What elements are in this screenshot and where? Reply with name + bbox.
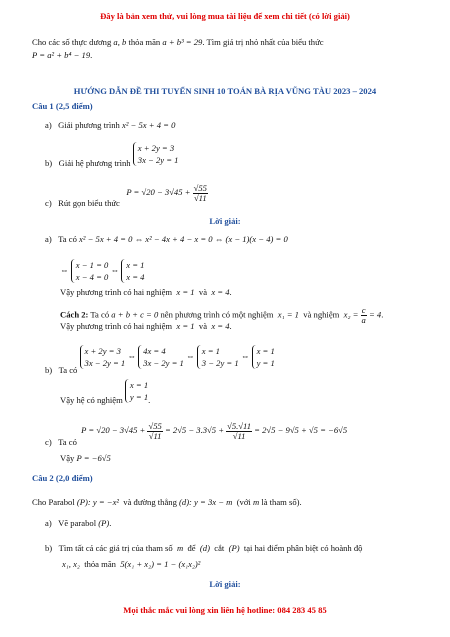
cach2-conclusion: Vậy phương trình có hai nghiệm x = 1 và x = 4. xyxy=(60,321,232,331)
cau1-title: Câu 1 (2,5 điểm) xyxy=(32,101,93,111)
intro-text: Cho các số thực dương xyxy=(32,37,112,47)
section-heading: HƯỚNG DẪN ĐỀ THI TUYỂN SINH 10 TOÁN BÀ RỊA VŨNG TÀU 2023 – 2024 xyxy=(73,86,377,96)
intro-vars: a, b xyxy=(113,37,127,47)
intro-text: . Tìm giá trị nhỏ nhất của biểu thức xyxy=(202,37,324,47)
intro-line2: P = a² + b⁴ − 19. xyxy=(32,50,93,60)
cau2-b-line1: b) Tìm tất cả các giá trị của tham số m để (d) cắt (P) tại hai điểm phân biệt có hoành độ xyxy=(45,543,363,553)
intro-condition: a + b³ = 29 xyxy=(162,37,203,47)
sol1a-conclusion: Vậy phương trình có hai nghiệm x = 1 và x = 4. xyxy=(60,287,232,297)
cau2-title: Câu 2 (2,0 điểm) xyxy=(32,473,93,483)
cau1-a-equation: x² − 5x + 4 = 0 xyxy=(122,120,176,130)
sol1b-system1: x + 2y = 3 3x − 2y = 1 xyxy=(80,345,126,369)
cach2-label: Cách 2: xyxy=(60,309,89,320)
cau2-b-line2: x₁, x₂ thỏa mãn 5(x₁ + x₂) = 1 − (x₁x₂)² xyxy=(62,559,201,569)
sol1a-system2: x = 1 x = 4 xyxy=(121,259,144,283)
sol1b-line: b) Ta có x + 2y = 3 3x − 2y = 1 ⇔ 4x = 4 3x − 2y = 1 ⇔ x = 1 3 − 2y = 1 ⇔ x = 1 y = 1 xyxy=(45,346,275,375)
sol1c-fraction1: $\frac{√55}{√11}$ xyxy=(148,420,162,441)
sol1a-equation: x² − 5x + 4 = 0 ⇔ x² − 4x + 4 − x = 0 ⇔ (x − 1)(x − 4) = 0 xyxy=(79,234,288,244)
cau1-b: b) Giải hệ phương trình x + 2y = 3 3x − 2y = 1 xyxy=(45,143,179,168)
cach2-line: Cách 2: Ta có a + b + c = 0 nên phương trình có một nghiệm x₁ = 1 và nghiệm x₂ = $\frac{c}{a}$ = 4. xyxy=(60,305,384,325)
solution-heading-2: Lời giải: xyxy=(209,579,241,589)
cau1-c: c) Rút gọn biểu thức P = √20 − 3√45 + $\frac{√55}{√11}$ xyxy=(45,182,207,208)
preview-banner: Đây là bản xem thử, vui lòng mua tài liệu để xem chi tiết (có lời giải) xyxy=(100,11,350,21)
cau1-c-expression: P = √20 − 3√45 + xyxy=(126,186,191,197)
cau2-intro: Cho Parabol (P): y = −x² và đường thẳng (d): y = 3x − m (với m là tham số). xyxy=(32,497,302,507)
sol1b-conclusion: Vậy hệ có nghiệm x = 1 y = 1 . xyxy=(60,380,151,405)
sol1c-line: c) Ta có P = √20 − 3√45 + $\frac{√55}{√11}$ = 2√5 − 3.3√5 + $\frac{√5.√11}{√11}$ = 2√5 − 9√5 + √5 = −6√5 xyxy=(45,420,348,447)
cau1-b-system: x + 2y = 3 3x − 2y = 1 xyxy=(133,142,179,166)
hotline-banner: Mọi thắc mắc vui lòng xin liên hệ hotline: 084 283 45 85 xyxy=(123,605,327,615)
cau1-a: a) Giải phương trình x² − 5x + 4 = 0 xyxy=(45,120,176,130)
sol1a-line: a) Ta có x² − 5x + 4 = 0 ⇔ x² − 4x + 4 − x = 0 ⇔ (x − 1)(x − 4) = 0 xyxy=(45,234,288,244)
cach2-fraction: $\frac{c}{a}$ xyxy=(361,305,366,325)
sol1b-system3: x = 1 3 − 2y = 1 xyxy=(197,345,239,369)
sol1c-conclusion: Vậy P = −6√5 xyxy=(60,453,111,463)
sol1c-fraction2: $\frac{√5.√11}{√11}$ xyxy=(227,420,252,441)
sol1a-systems: ⇔ x − 1 = 0 x − 4 = 0 ⇔ x = 1 x = 4 xyxy=(60,260,145,282)
sol1b-system4: x = 1 y = 1 xyxy=(252,345,275,369)
intro-expression: P = a² + b⁴ − 19 xyxy=(32,50,91,60)
sol1b-solution-system: x = 1 y = 1 xyxy=(125,379,148,403)
sol1a-system1: x − 1 = 0 x − 4 = 0 xyxy=(71,259,109,283)
intro-line1 xyxy=(32,37,324,47)
cau1-c-fraction: $\frac{√55}{√11}$ xyxy=(193,182,207,203)
solution-heading: Lời giải: xyxy=(209,216,241,226)
intro-text: thỏa mãn xyxy=(128,37,161,47)
cau2-a: a) Vẽ parabol (P). xyxy=(45,518,112,528)
sol1b-system2: 4x = 4 3x − 2y = 1 xyxy=(138,345,184,369)
